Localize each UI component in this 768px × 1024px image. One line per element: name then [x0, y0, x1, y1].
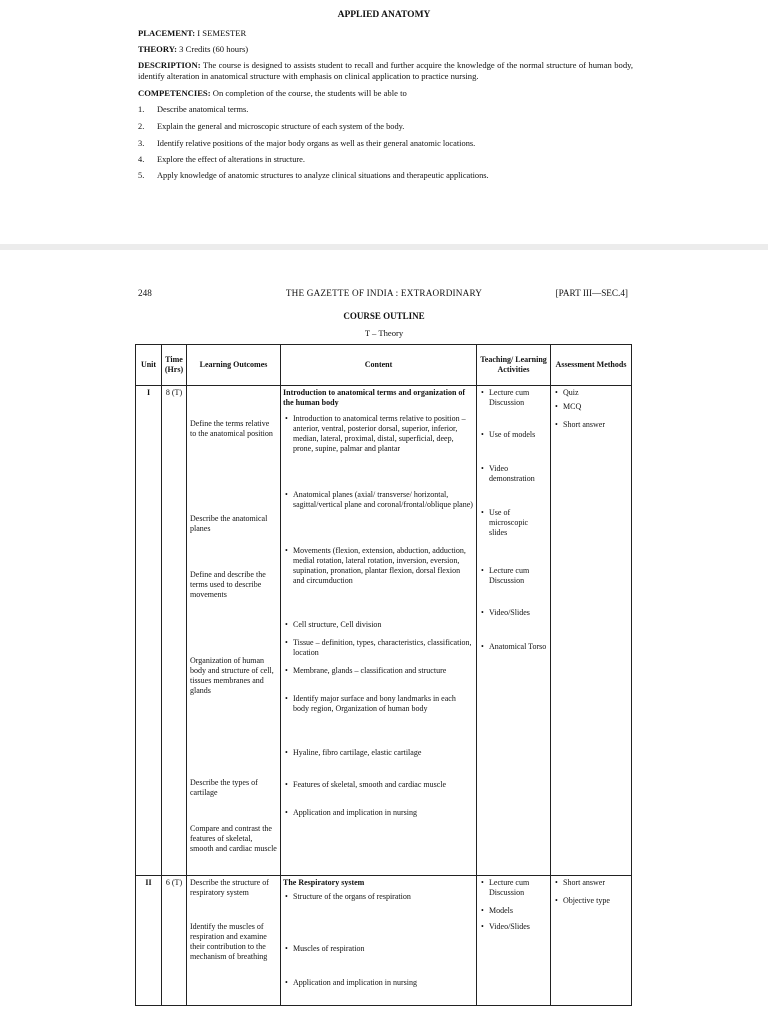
- assessment-item: • MCQ: [554, 402, 628, 412]
- course-title: APPLIED ANATOMY: [337, 10, 431, 20]
- assessment-item: • Short answer: [554, 878, 628, 888]
- placement-label: PLACEMENT:: [138, 28, 196, 38]
- competency-text: Identify relative positions of the major body organs as well as their general anatomic locations.: [157, 139, 476, 148]
- header-time: Time (Hrs): [162, 345, 187, 386]
- theory-line: [138, 44, 633, 55]
- unit-time: 8 (T): [162, 386, 187, 876]
- placement-value: I SEMESTER: [197, 28, 247, 38]
- content-cell: [281, 876, 477, 1006]
- content-item: • Application and implication in nursing: [284, 808, 473, 818]
- content-cell: [281, 386, 477, 876]
- activity-item: • Lecture cum Discussion: [480, 878, 547, 898]
- competency-text: Explain the general and microscopic structure of each system of the body.: [157, 122, 405, 131]
- content-item: • Features of skeletal, smooth and cardiac muscle: [284, 780, 473, 790]
- activity-item: • Lecture cum Discussion: [480, 566, 547, 586]
- page-number: 248: [138, 288, 152, 298]
- unit-time: 6 (T): [162, 876, 187, 1006]
- header-content: Content: [281, 345, 477, 386]
- competencies-label: COMPETENCIES:: [138, 88, 211, 98]
- table-row-unit-1: [136, 386, 632, 876]
- competency-text: Explore the effect of alterations in structure.: [157, 155, 305, 164]
- unit-number: II: [136, 876, 162, 1006]
- activity-item: • Anatomical Torso: [480, 642, 547, 652]
- description-label: DESCRIPTION:: [138, 60, 201, 70]
- activity-item: • Video/Slides: [480, 608, 547, 618]
- activity-item: • Lecture cum Discussion: [480, 388, 547, 408]
- outcome-item: Define the terms relative to the anatomical position: [190, 419, 273, 438]
- theory-value: 3 Credits (60 hours): [179, 44, 249, 54]
- assessment-item: • Short answer: [554, 420, 628, 430]
- competency-number: 2.: [138, 122, 145, 131]
- outcome-item: Organization of human body and structure of cell, tissues membranes and glands: [190, 656, 274, 695]
- activity-item: • Use of models: [480, 430, 547, 440]
- outcomes-cell: [187, 876, 281, 1006]
- outline-subtitle: T – Theory: [364, 328, 404, 338]
- assessment-item: • Objective type: [554, 896, 628, 906]
- content-item: • Hyaline, fibro cartilage, elastic cartilage: [284, 748, 473, 758]
- theory-label: THEORY:: [138, 44, 178, 54]
- competency-item: [138, 122, 633, 131]
- page-applied-anatomy-intro: [0, 0, 768, 238]
- competencies-text: On completion of the course, the students will be able to: [212, 88, 407, 98]
- competencies-line: [138, 88, 633, 99]
- competency-number: 1.: [138, 105, 145, 114]
- header-activities: Teaching/ Learning Activities: [477, 345, 551, 386]
- outcome-item: Describe the structure of respiratory system: [190, 878, 269, 897]
- activities-cell: [477, 876, 551, 1006]
- table-header-row: [136, 345, 632, 386]
- outline-title: COURSE OUTLINE: [343, 311, 425, 321]
- competency-text: Apply knowledge of anatomic structures to analyze clinical situations and therapeutic applications.: [157, 171, 489, 180]
- description-paragraph: [138, 60, 633, 82]
- competency-item: [138, 171, 633, 180]
- header-unit: Unit: [136, 345, 162, 386]
- outcome-item: Identify the muscles of respiration and examine their contribution to the mechanism of breathing: [190, 922, 268, 961]
- competency-number: 5.: [138, 171, 145, 180]
- competency-item: [138, 139, 633, 148]
- part-reference: [PART III—SEC.4]: [555, 288, 628, 298]
- activity-item: • Video/Slides: [480, 922, 547, 932]
- outcome-item: Compare and contrast the features of skeletal, smooth and cardiac muscle: [190, 824, 277, 853]
- content-item: • Tissue – definition, types, characteristics, classification, location: [284, 638, 473, 658]
- unit-number: I: [136, 386, 162, 876]
- header-outcomes: Learning Outcomes: [187, 345, 281, 386]
- placement-line: [138, 28, 633, 39]
- outcome-item: Describe the anatomical planes: [190, 514, 268, 533]
- outcome-item: Define and describe the terms used to describe movements: [190, 570, 266, 599]
- content-item: • Movements (flexion, extension, abduction, adduction, medial rotation, lateral rotation, inversion, eversion, supination, pronation, plantar flexion, dorsal flexion and circumduction: [284, 546, 473, 586]
- content-item: • Introduction to anatomical terms relative to position – anterior, ventral, posterior dorsal, superior, inferior, median, lateral, proximal, distal, superficial, deep, prone, supine, palmar and plantar: [284, 414, 473, 454]
- content-heading: Introduction to anatomical terms and organization of the human body: [283, 388, 466, 407]
- assessment-item: • Quiz: [554, 388, 628, 398]
- course-outline-table: [135, 344, 632, 1006]
- content-item: • Cell structure, Cell division: [284, 620, 473, 630]
- activity-item: • Video demonstration: [480, 464, 547, 484]
- page-course-outline: [0, 250, 768, 1024]
- content-item: • Anatomical planes (axial/ transverse/ horizontal, sagittal/vertical plane and coronal/frontal/oblique plane): [284, 490, 473, 510]
- competency-item: [138, 155, 633, 164]
- competency-number: 3.: [138, 139, 145, 148]
- activity-item: • Use of microscopic slides: [480, 508, 547, 538]
- content-item: • Muscles of respiration: [284, 944, 473, 954]
- table-row-unit-2: [136, 876, 632, 1006]
- header-assessment: Assessment Methods: [551, 345, 632, 386]
- gazette-title: THE GAZETTE OF INDIA : EXTRAORDINARY: [285, 288, 483, 298]
- competency-text: Describe anatomical terms.: [157, 105, 249, 114]
- competency-item: [138, 105, 633, 114]
- assessment-cell: [551, 876, 632, 1006]
- activity-item: • Models: [480, 906, 547, 916]
- content-item: • Application and implication in nursing: [284, 978, 473, 988]
- competency-number: 4.: [138, 155, 145, 164]
- assessment-cell: [551, 386, 632, 876]
- content-item: • Identify major surface and bony landmarks in each body region, Organization of human body: [284, 694, 473, 714]
- content-heading: The Respiratory system: [283, 878, 365, 887]
- activities-cell: [477, 386, 551, 876]
- description-text: The course is designed to assists student to recall and further acquire the knowledge of the normal structure of human body, identify alteration in anatomical structure with emphasis on clinical application to practice nursing.: [138, 60, 634, 81]
- outcomes-cell: [187, 386, 281, 876]
- content-item: • Structure of the organs of respiration: [284, 892, 473, 902]
- outcome-item: Describe the types of cartilage: [190, 778, 258, 797]
- content-item: • Membrane, glands – classification and structure: [284, 666, 473, 676]
